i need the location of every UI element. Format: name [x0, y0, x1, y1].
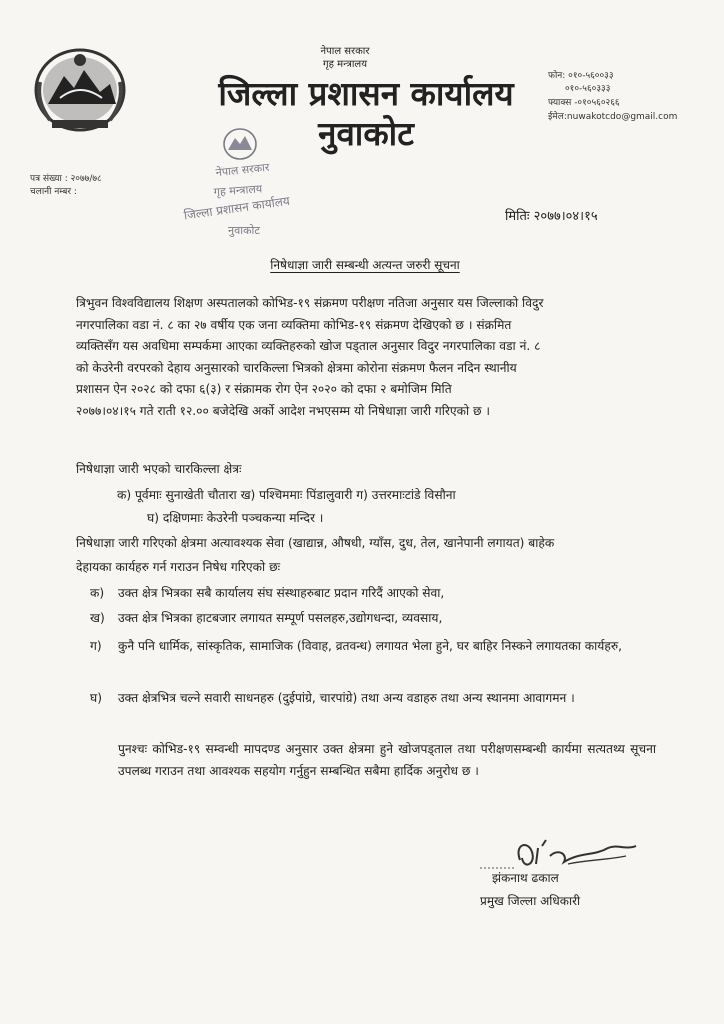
list-item-text: कुनै पनि धार्मिक, सांस्कृतिक, सामाजिक (विवाह, व्रतवन्ध) लगायत भेला हुने, घर बाहिर निस्कने लगायतका कार्यहरु,	[118, 639, 622, 653]
list-item-label: ग)	[90, 639, 102, 653]
paragraph-2-line-2: देहायका कार्यहरु गर्न गराउन निषेध गरिएको छः	[76, 560, 281, 574]
area-heading: निषेधाज्ञा जारी भएको चारकिल्ला क्षेत्रः	[76, 462, 242, 476]
stamp-emblem-icon	[224, 129, 256, 159]
paragraph-1-line: नगरपालिका वडा नं. ८ का २७ वर्षीय एक जना व्यक्तिमा कोभिड-१९ संक्रमण देखिएको छ । संक्रमित	[76, 317, 512, 332]
office-stamp	[178, 114, 318, 242]
contact-phone: फोन: ०१०-५६००३३	[548, 71, 614, 81]
letter-number: पत्र संख्या : २०७७/७८	[30, 174, 102, 184]
notice-subject: निषेधाज्ञा जारी सम्बन्धी अत्यन्त जरुरी सूचना	[270, 258, 460, 272]
paragraph-1-line: २०७७।०४।१५ गते राती १२.०० बजेदेखि अर्को आदेश नभएसम्म यो निषेधाज्ञा जारी गरिएको छ ।	[76, 403, 491, 418]
list-item-text: उक्त क्षेत्र भित्रका सबै कार्यालय संघ संस्थाहरुबाट प्रदान गरिदैं आएको सेवा,	[118, 586, 445, 600]
paragraph-1-line: व्यक्तिसँग यस अवधिमा सम्पर्कमा आएका व्यक्तिहरुको खोज पड्ताल अनुसार विदुर नगरपालिका वडा नं. ८	[76, 339, 541, 353]
area-boundaries-1: क) पूर्वमाः सुनाखेती चौतारा ख) पश्चिममाः पिंडालुवारी ग) उत्तरमाःटांडे विसौना	[117, 488, 456, 502]
handwritten-signature	[476, 830, 646, 874]
paragraph-1	[76, 293, 656, 445]
stamp-line-3: जिल्ला प्रशासन कार्यालय	[182, 193, 291, 223]
office-title: जिल्ला प्रशासन कार्यालय	[218, 74, 514, 113]
paragraph-1-line: त्रिभुवन विश्वविद्यालय शिक्षण अस्पतालको कोभिड-१९ संक्रमण परीक्षण नतिजा अनुसार यस जिल्लाको विदुर	[76, 296, 544, 310]
stamp-line-2: गृह मन्त्रालय	[213, 182, 263, 199]
list-item-label: ख)	[90, 611, 105, 625]
list-item	[90, 636, 656, 680]
nepal-emblem-icon	[30, 42, 130, 134]
paragraph-2-line-1: निषेधाज्ञा जारी गरिएको क्षेत्रमा अत्यावश्यक सेवा (खाद्यान्न, औषधी, ग्याँस, दुध, तेल, खानेपानी लगायत) बाहेक	[76, 536, 555, 550]
area-boundaries-2: घ) दक्षिणमाः केउरेनी पञ्चकन्या मन्दिर ।	[147, 511, 324, 525]
postscript: पुनश्चः कोभिड-१९ सम्वन्धी मापदण्ड अनुसार उक्त क्षेत्रमा हुने खोजपड्ताल तथा परीक्षणसम्बन्धी कार्यमा सत्यतथ्य सूचना उपलब्ध गराउन तथा आवश्यक सहयोग गर्नुहुन सम्बन्धित सबैमा हार्दिक अनुरोध छ ।	[118, 742, 656, 778]
list-item-label: घ)	[90, 691, 102, 705]
list-item-label: क)	[90, 586, 105, 600]
district-name: नुवाकोट	[318, 114, 414, 153]
ministry-name: गृह मन्त्रालय	[322, 59, 368, 70]
notice-date: मितिः २०७७।०४।१५	[505, 209, 598, 224]
list-item	[90, 688, 656, 732]
list-item	[90, 608, 656, 630]
contact-fax: फ्याक्स -०१०५६०२६६	[548, 98, 620, 108]
list-item	[90, 583, 656, 605]
stamp-line-1: नेपाल सरकार	[215, 160, 271, 180]
signatory-title: प्रमुख जिल्ला अधिकारी	[480, 894, 581, 908]
contact-email: ईमेल:nuwakotcdo@gmail.com	[548, 112, 678, 122]
list-item-text: उक्त क्षेत्र भित्रका हाटबजार लगायत सम्पूर्ण पसलहरु,उद्योगधन्दा, व्यवसाय,	[118, 611, 443, 625]
stamp-line-4: नुवाकोट	[228, 224, 260, 237]
paragraph-1-line: प्रशासन ऐन २०२८ को दफा ६(३) र संक्रामक रोग ऐन २०२० को दफा २ बमोजिम मिति	[76, 382, 452, 396]
government-name: नेपाल सरकार	[320, 46, 370, 57]
paragraph-1-line: को केउरेनी वरपरको देहाय अनुसारको चारकिल्ला भित्रको क्षेत्रमा कोरोना संक्रमण फैलन नदिन स्थानीय	[76, 360, 517, 375]
signatory-name: झंकनाथ ढकाल	[492, 871, 559, 885]
contact-phone-2: ०१०-५६०३३३	[565, 84, 611, 94]
list-item-text: उक्त क्षेत्रभित्र चल्ने सवारी साधनहरु (दुईपांग्रे, चारपांग्रे) तथा अन्य वडाहरु तथा अन्य स्थानमा आवागमन ।	[118, 691, 575, 705]
dispatch-number: चलानी नम्बर :	[30, 187, 77, 197]
